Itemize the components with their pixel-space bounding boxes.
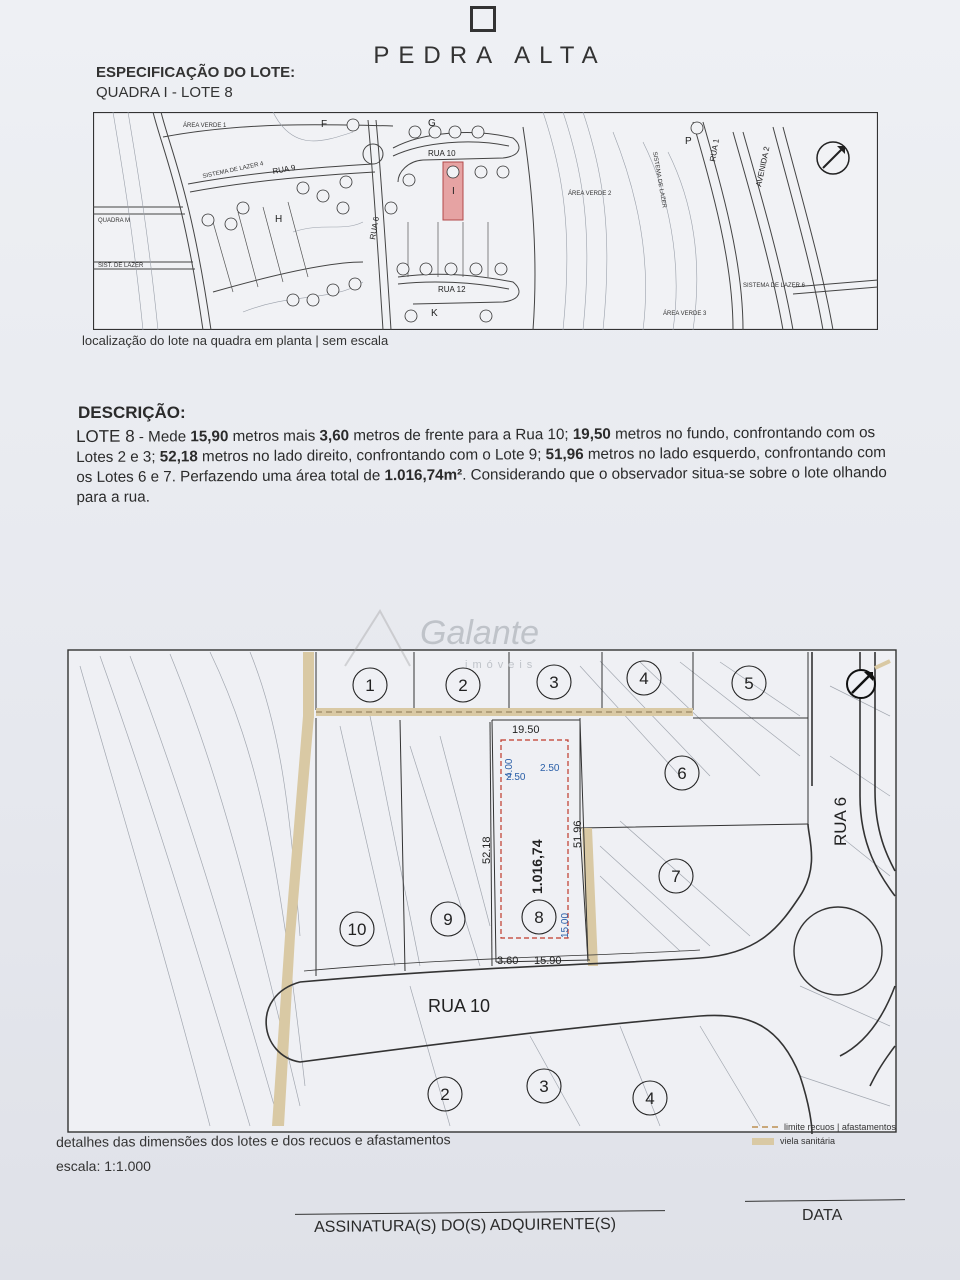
dim-front-a: 3.60: [497, 955, 519, 967]
legend-viela: viela sanitária: [752, 1134, 896, 1148]
date-label: DATA: [802, 1207, 843, 1224]
dim-setback-top: 4.00: [504, 758, 515, 778]
site-label-sistema-lazer: SISTEMA DE LAZER: [651, 151, 667, 209]
lot-5-label: 5: [744, 674, 754, 693]
legend-limit: limite recuos | afastamentos: [752, 1120, 896, 1134]
site-label-sistema-lazer-4: SISTEMA DE LAZER 4: [202, 161, 265, 180]
detail-scale: escala: 1:1.000: [56, 1158, 151, 1174]
detail-legend: [752, 1120, 896, 1148]
site-plan-map: [93, 112, 878, 330]
dim-setback-front: 15.00: [560, 912, 571, 938]
brand-name: PEDRA ALTA: [373, 42, 607, 69]
dim-setback-right: 2.50: [540, 763, 560, 774]
site-label-quadra-m: QUADRA M: [98, 218, 131, 224]
brand-logo-icon: [470, 6, 496, 32]
watermark-text: Galante: [420, 614, 540, 652]
lot-10-label: 10: [347, 920, 367, 939]
site-label-sistema-lazer-6: SISTEMA DE LAZER 6: [743, 283, 806, 289]
lot-bottom-4-label: 4: [645, 1089, 655, 1108]
lot-1-label: 1: [365, 676, 375, 695]
dim-setback-left: 2.50: [506, 772, 526, 783]
spec-title: ESPECIFICAÇÃO DO LOTE:: [96, 64, 296, 81]
site-label-rua-9: RUA 9: [271, 163, 297, 176]
signature-line[interactable]: [295, 1210, 665, 1215]
lot-7-label: 7: [671, 867, 681, 886]
site-label-area-verde-1: ÁREA VERDE 1: [183, 123, 227, 129]
lot-6-label: 6: [677, 764, 687, 783]
site-label-quadra-h: H: [275, 214, 283, 225]
site-label-sist-lazer: SIST. DE LAZER: [98, 263, 144, 269]
site-label-quadra-f: F: [321, 119, 328, 130]
viela-swatch-icon: [752, 1138, 774, 1145]
watermark-subtext: imóveis: [465, 659, 538, 671]
lot-9-label: 9: [443, 910, 453, 929]
site-label-quadra-i: I: [452, 186, 455, 197]
lot-3-label: 3: [549, 673, 559, 692]
site-label-quadra-p: P: [685, 136, 692, 147]
dim-left: 52.18: [481, 836, 493, 864]
detail-caption: detalhes das dimensões dos lotes e dos recuos e afastamentos: [56, 1131, 451, 1150]
description-heading: DESCRIÇÃO:: [78, 403, 186, 422]
limit-swatch-icon: [752, 1126, 778, 1128]
site-label-area-verde-3: ÁREA VERDE 3: [663, 311, 707, 317]
spec-subtitle: QUADRA I - LOTE 8: [96, 84, 233, 101]
date-line[interactable]: [745, 1199, 905, 1202]
site-label-quadra-g: G: [428, 118, 436, 129]
lot-8-label: 8: [534, 908, 544, 927]
street-rua-10: RUA 10: [428, 996, 491, 1016]
site-label-rua-10: RUA 10: [428, 149, 456, 158]
lot-2-label: 2: [458, 676, 468, 695]
dim-right: 51.96: [572, 820, 584, 848]
dim-back: 19.50: [512, 724, 540, 736]
description-lot: LOTE 8: [76, 426, 135, 446]
site-label-quadra-k: K: [431, 308, 438, 319]
lot-area-label: 1.016,74: [529, 839, 545, 894]
site-label-avenida-2: AVENIDA 2: [754, 145, 772, 188]
signature-label: ASSINATURA(S) DO(S) ADQUIRENTE(S): [314, 1215, 617, 1236]
lot-bottom-2-label: 2: [440, 1085, 450, 1104]
site-label-area-verde-2: ÁREA VERDE 2: [568, 191, 612, 197]
detail-plan-map: [60, 606, 900, 1134]
description-text: LOTE 8 - Mede 15,90 metros mais 3,60 metros de frente para a Rua 10; 19,50 metros no fundo, confrontando com os Lotes 2 e 3; 52,18 metros no lado direito, confrontando com o Lote 9; 51,96 metros no lado esquerdo, confrontando com os Lotes 6 e 7. Perfazendo uma área total de 1.016,74m². Considerando que o observador situa-se sobre o lote olhando para a rua.: [76, 424, 887, 506]
lot-bottom-3-label: 3: [539, 1077, 549, 1096]
site-label-rua-1: RUA 1: [708, 138, 721, 163]
dim-front-b: 15.90: [534, 955, 562, 967]
site-label-rua-6: RUA 6: [368, 216, 381, 241]
site-label-rua-12: RUA 12: [438, 285, 466, 294]
street-rua-6: RUA 6: [831, 796, 850, 846]
site-plan-caption: localização do lote na quadra em planta | sem escala: [82, 333, 389, 348]
lot-4-label: 4: [639, 669, 649, 688]
